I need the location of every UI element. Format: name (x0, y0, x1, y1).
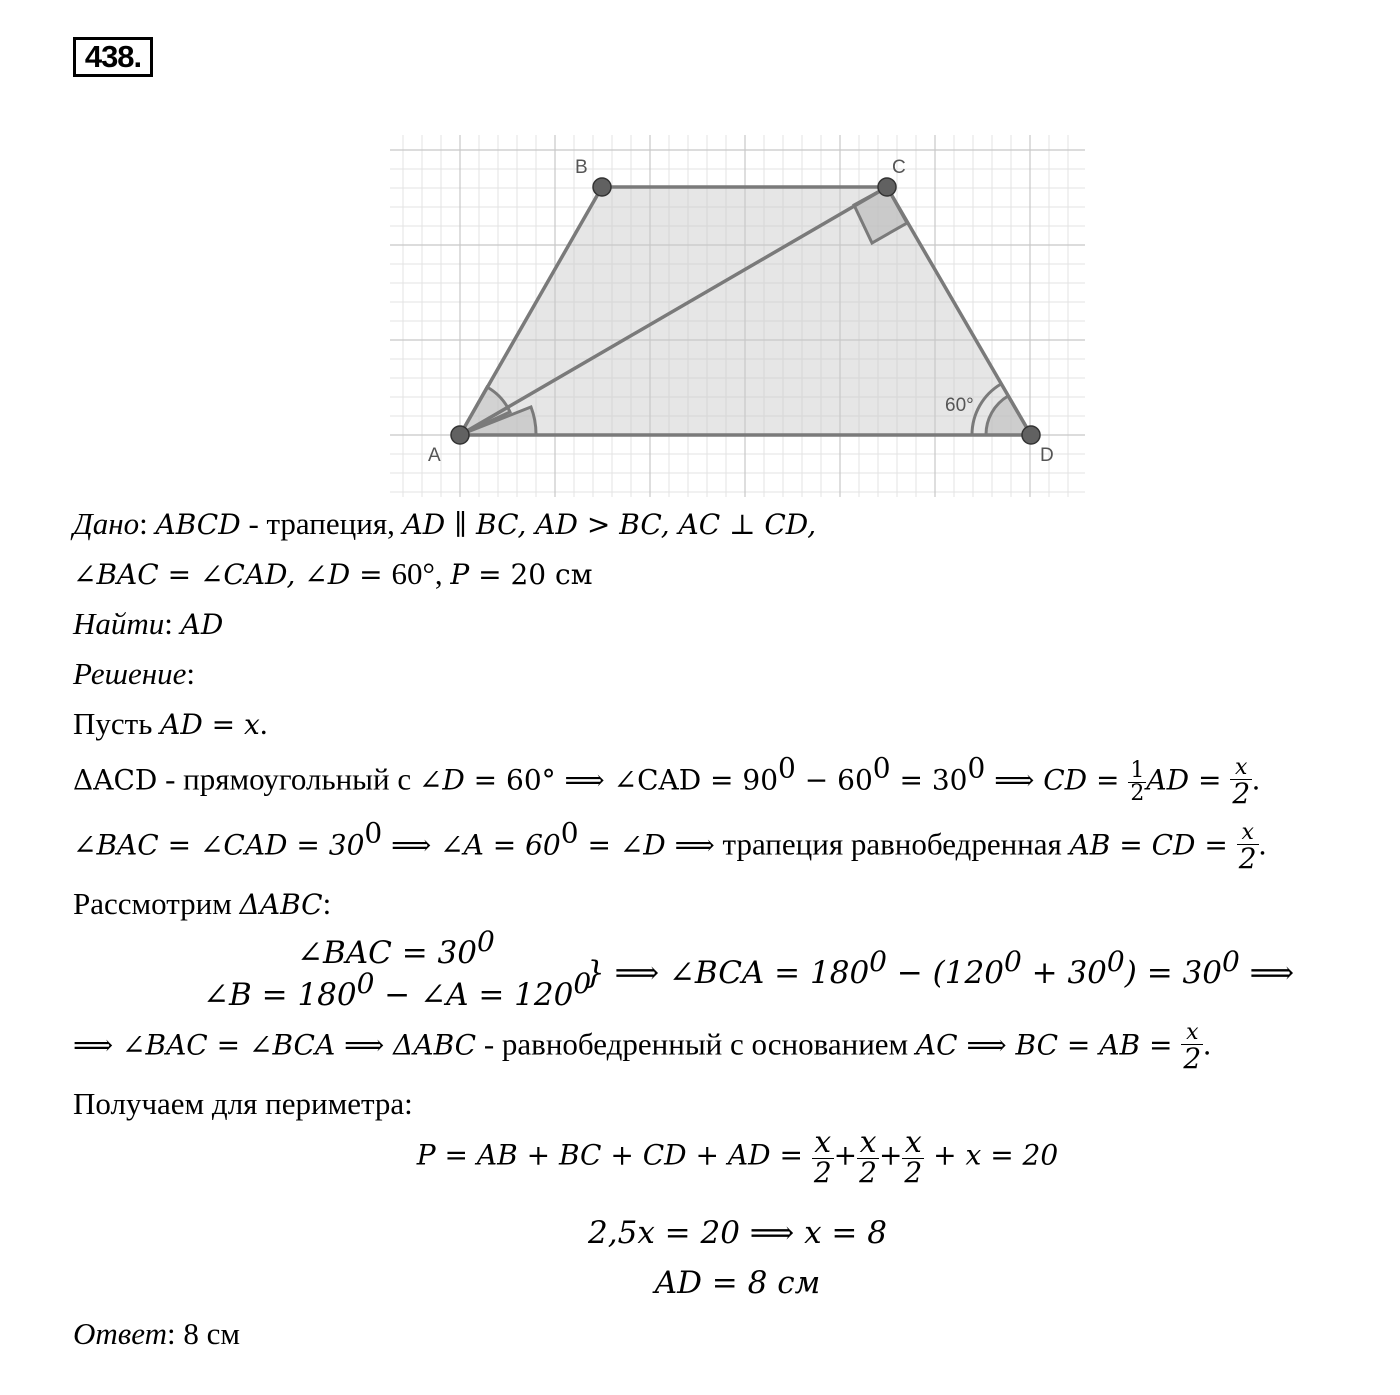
solution-label: Решение (73, 656, 187, 691)
answer-label: Ответ (73, 1316, 167, 1351)
find-label: Найти (73, 606, 165, 641)
problem-number: 438. (73, 37, 153, 77)
point-c (878, 178, 896, 196)
step-6: Получаем для периметра: (73, 1086, 413, 1121)
find-line: Найти: AD (73, 606, 224, 641)
step-4: Рассмотрим ΔABC: (73, 886, 332, 921)
equation-solve: 2,5x = 20 ⟹ x = 8 (588, 1215, 887, 1251)
fraction-x-half: $\frac{x}{2}$ (859, 1125, 877, 1189)
answer-line: Ответ: 8 см (73, 1316, 240, 1351)
equation-perimeter: P = AB + BC + CD + AD = $\frac{x}{2}$ + $\frac{x}{2}$ + $\frac{x}{2}$ + x = 20 (416, 1125, 1059, 1189)
label-angle-d: 60° (945, 395, 974, 416)
fraction-x-half: $\frac{x}{2}$ (904, 1125, 923, 1189)
fraction-x-half: $\frac{x}{2}$ (1232, 755, 1251, 810)
label-a: A (428, 445, 441, 466)
system-line-1: ∠BAC = $30^0$ (297, 925, 495, 971)
step-2: ΔACD - прямоугольный с ∠D = 60° ⟹ ∠CAD = $90^0 - 60^0 = 30^0$ ⟹ CD = $\frac{1}{2}$ AD = $\frac{x}{2}$ . (73, 751, 1260, 810)
point-a (451, 426, 469, 444)
fraction-x-half: $\frac{x}{2}$ (1238, 820, 1257, 875)
label-b: B (575, 157, 588, 178)
given-line-2: ∠BAC = ∠CAD, ∠D = 60°, P = 20 см (73, 556, 593, 591)
fraction-x-half: $\frac{x}{2}$ (813, 1125, 832, 1189)
equation-result: AD = 8 см (654, 1265, 821, 1301)
label-c: C (892, 157, 906, 178)
given-line-1: Дано: ABCD - трапеция, AD ∥ BC, AD > BC, AC ⊥ CD, (73, 506, 817, 541)
solution-label-line: Решение: (73, 656, 195, 691)
given-label: Дано (73, 506, 140, 541)
label-d: D (1040, 445, 1054, 466)
step-3: ∠BAC = ∠CAD = $30^0$ ⟹ ∠A = $60^0$ = ∠D ⟹ трапеция равнобедренная AB = CD = $\frac{x}{2}$ . (73, 816, 1267, 875)
system-line-2: ∠B = $180^0$ − ∠A = $120^0$ (203, 967, 592, 1013)
fraction-one-half: $\frac{1}{2}$ (1130, 758, 1145, 806)
fraction-x-half: $\frac{x}{2}$ (1183, 1020, 1202, 1075)
point-b (593, 178, 611, 196)
point-d (1022, 426, 1040, 444)
step-5: ⟹ ∠BAC = ∠BCA ⟹ ΔABC - равнобедренный с основанием AC ⟹ BC = AB = $\frac{x}{2}$ . (73, 1020, 1211, 1075)
step-1: Пусть AD = x. (73, 706, 268, 741)
system-result: } ⟹ ∠BCA = $180^0 - (120^0 + 30^0) = 30^0$ ⟹ (585, 945, 1295, 991)
trapezoid-figure (390, 135, 1085, 497)
